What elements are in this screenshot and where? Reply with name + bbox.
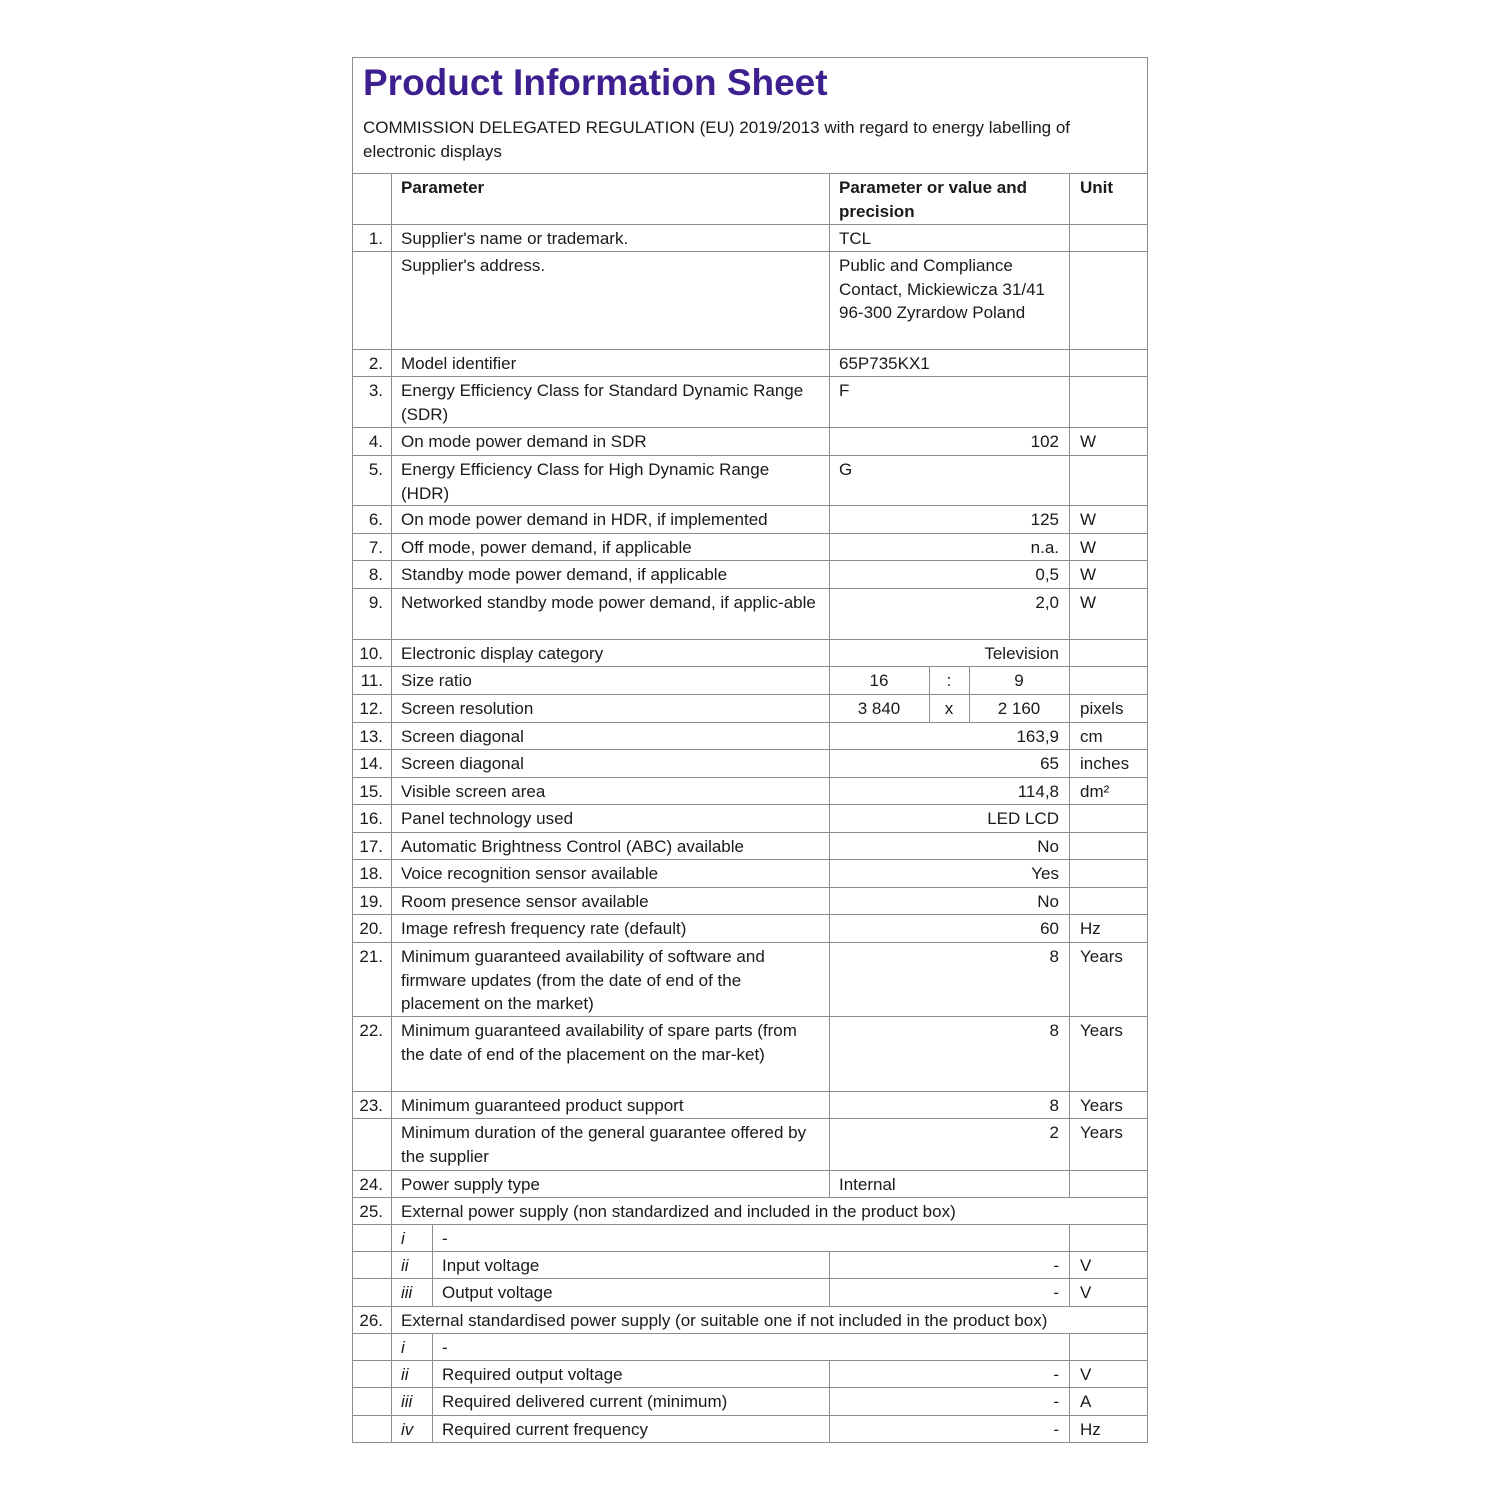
row-unit: W — [1080, 565, 1097, 584]
row-value-second: 9 — [1014, 671, 1024, 690]
row-value: Internal — [839, 1175, 896, 1194]
table-header-row — [352, 173, 1148, 224]
row-number: 3. — [368, 381, 383, 400]
column-divider — [391, 428, 392, 455]
column-divider — [391, 350, 392, 376]
row-value: 8 — [1049, 1096, 1059, 1115]
row-unit: W — [1080, 432, 1097, 451]
column-divider — [1069, 1092, 1070, 1118]
row-number: 14. — [359, 754, 383, 773]
column-divider — [1069, 1171, 1070, 1197]
column-divider — [1069, 943, 1070, 1016]
column-divider — [1069, 888, 1070, 914]
column-divider — [391, 174, 392, 224]
row-number: 13. — [359, 727, 383, 746]
table-row — [352, 427, 1148, 455]
item-label: Output voltage — [442, 1283, 553, 1302]
row-value: 65 — [1040, 754, 1059, 773]
header-value: Parameter or value and precision — [839, 178, 1028, 221]
column-divider — [391, 778, 392, 804]
column-divider — [829, 1017, 830, 1091]
column-divider — [829, 534, 830, 560]
sheet-title: Product Information Sheet — [363, 62, 828, 103]
item-index: ii — [401, 1256, 409, 1275]
column-divider — [391, 1307, 392, 1333]
item-index: i — [401, 1338, 405, 1357]
row-number — [352, 1119, 391, 1170]
row-value-first: 3 840 — [857, 699, 901, 718]
std_psu-item-row — [352, 1415, 1148, 1443]
column-divider — [391, 225, 392, 251]
column-divider — [929, 695, 930, 722]
column-divider — [829, 833, 830, 859]
column-divider — [391, 534, 392, 560]
column-divider — [391, 1225, 392, 1251]
column-divider — [1069, 833, 1070, 859]
item-label: Required current frequency — [442, 1420, 649, 1439]
row-number: 15. — [359, 782, 383, 801]
header-number-cell — [352, 174, 391, 224]
std_psu-item-row — [352, 1360, 1148, 1387]
item-label: Input voltage — [442, 1256, 540, 1275]
column-divider — [1069, 1225, 1070, 1251]
item-value: - — [1053, 1256, 1059, 1275]
column-divider — [391, 915, 392, 942]
column-divider — [829, 377, 830, 427]
row-value-second: 2 160 — [997, 699, 1041, 718]
row-value: 125 — [1030, 510, 1059, 529]
row-unit: pixels — [1080, 699, 1124, 718]
row-value: 102 — [1030, 432, 1059, 451]
table-row — [352, 376, 1148, 427]
item-value: - — [1053, 1283, 1059, 1302]
row-number: 16. — [359, 809, 383, 828]
column-divider — [1069, 778, 1070, 804]
table-row — [352, 749, 1148, 777]
column-divider — [829, 561, 830, 588]
row-value: Public and Compliance Contact, Mickiewicza 31/41 96-300 Zyrardow Poland — [839, 256, 1045, 322]
column-divider — [432, 1361, 433, 1387]
column-divider — [829, 589, 830, 639]
column-divider — [1069, 428, 1070, 455]
column-divider — [1069, 561, 1070, 588]
table-row — [352, 1118, 1148, 1170]
column-divider — [829, 1361, 830, 1387]
table-row — [352, 666, 1148, 694]
column-divider — [391, 750, 392, 777]
section-title: External standardised power supply (or suitable one if not included in the product box) — [401, 1311, 1048, 1330]
table-row — [352, 560, 1148, 588]
column-divider — [1069, 1119, 1070, 1170]
column-divider — [829, 252, 830, 349]
header-unit: Unit — [1080, 178, 1114, 197]
row-parameter: Screen diagonal — [401, 754, 524, 773]
item-index: i — [401, 1229, 405, 1248]
table-row — [352, 694, 1148, 722]
row-number: 24. — [359, 1175, 383, 1194]
column-divider — [1069, 723, 1070, 749]
table-bottom-border — [352, 1442, 1148, 1443]
row-value: n.a. — [1030, 538, 1059, 557]
column-divider — [829, 860, 830, 887]
item-unit: Hz — [1080, 1420, 1101, 1439]
column-divider — [1069, 456, 1070, 505]
column-divider — [1069, 350, 1070, 376]
row-value: 60 — [1040, 919, 1059, 938]
column-divider — [829, 750, 830, 777]
ext_psu-item-row — [352, 1224, 1148, 1251]
row-unit — [1070, 456, 1148, 505]
row-value-separator: : — [946, 671, 952, 690]
column-divider — [1069, 1388, 1070, 1415]
row-parameter: Room presence sensor available — [401, 892, 649, 911]
row-unit — [1070, 888, 1148, 914]
row-value: 0,5 — [1035, 565, 1059, 584]
row-value: 8 — [1049, 947, 1059, 966]
item-index: iii — [401, 1392, 413, 1411]
column-divider — [391, 252, 392, 349]
row-unit — [1070, 805, 1148, 832]
row-unit — [1070, 860, 1148, 887]
ext_psu-item-row — [352, 1278, 1148, 1306]
column-divider — [829, 1171, 830, 1197]
column-divider — [1069, 534, 1070, 560]
std_psu-item-row — [352, 1387, 1148, 1415]
row-value: 163,9 — [1016, 727, 1059, 746]
table-row — [352, 1170, 1148, 1197]
table-row — [352, 1091, 1148, 1118]
std_psu-item-row — [352, 1333, 1148, 1360]
item-label: - — [442, 1338, 448, 1357]
row-unit: Years — [1080, 1123, 1123, 1142]
column-divider — [432, 1334, 433, 1360]
item-label: Required output voltage — [442, 1365, 623, 1384]
row-value: Television — [984, 644, 1059, 663]
row-unit: Years — [1080, 1096, 1123, 1115]
row-value: 114,8 — [1017, 782, 1059, 801]
section-number: 25. — [359, 1202, 383, 1221]
column-divider — [1069, 1279, 1070, 1306]
row-number: 2. — [368, 354, 383, 373]
column-divider — [829, 695, 830, 722]
header-parameter: Parameter — [401, 178, 485, 197]
column-divider — [829, 1388, 830, 1415]
item-label: - — [442, 1229, 448, 1248]
table-row — [352, 505, 1148, 533]
row-parameter: Voice recognition sensor available — [401, 864, 659, 883]
row-unit: W — [1080, 593, 1097, 612]
column-divider — [1069, 750, 1070, 777]
column-divider — [829, 778, 830, 804]
row-parameter: Screen diagonal — [401, 727, 524, 746]
column-divider — [1069, 1017, 1070, 1091]
row-unit: dm² — [1080, 782, 1110, 801]
column-divider — [432, 1279, 433, 1306]
column-divider — [829, 888, 830, 914]
row-number: 1. — [368, 229, 383, 248]
row-parameter: Model identifier — [401, 354, 517, 373]
row-parameter: Networked standby mode power demand, if applic-able — [401, 593, 816, 612]
column-divider — [391, 1361, 392, 1387]
table-row — [352, 224, 1148, 251]
column-divider — [391, 860, 392, 887]
column-divider — [829, 915, 830, 942]
column-divider — [1069, 1252, 1070, 1278]
column-divider — [391, 723, 392, 749]
table-row — [352, 1016, 1148, 1091]
row-unit — [1070, 252, 1148, 349]
row-unit: W — [1080, 510, 1097, 529]
column-divider — [929, 667, 930, 694]
row-unit: W — [1080, 538, 1097, 557]
column-divider — [391, 1334, 392, 1360]
row-value-separator: x — [944, 699, 954, 718]
row-parameter: Minimum duration of the general guarantee offered by the supplier — [401, 1123, 807, 1166]
column-divider — [1069, 1416, 1070, 1443]
table-row — [352, 914, 1148, 942]
item-value: - — [1053, 1365, 1059, 1384]
column-divider — [1069, 640, 1070, 666]
row-number: 20. — [359, 919, 383, 938]
row-parameter: On mode power demand in SDR — [401, 432, 647, 451]
row-number: 6. — [368, 510, 383, 529]
column-divider — [829, 225, 830, 251]
table-row — [352, 533, 1148, 560]
column-divider — [391, 640, 392, 666]
row-number: 18. — [359, 864, 383, 883]
row-value: No — [1037, 892, 1059, 911]
row-parameter: Size ratio — [401, 671, 472, 690]
column-divider — [829, 174, 830, 224]
row-parameter: Visible screen area — [401, 782, 546, 801]
sheet-subtitle: COMMISSION DELEGATED REGULATION (EU) 2019/2013 with regard to energy labelling of electronic displays — [363, 118, 1071, 161]
column-divider — [391, 1119, 392, 1170]
table-row — [352, 859, 1148, 887]
row-number: 22. — [359, 1021, 383, 1040]
row-number: 21. — [359, 947, 383, 966]
item-unit: A — [1080, 1392, 1092, 1411]
column-divider — [1069, 506, 1070, 533]
column-divider — [391, 1252, 392, 1278]
column-divider — [829, 805, 830, 832]
row-number: 19. — [359, 892, 383, 911]
row-unit — [1070, 640, 1148, 666]
column-divider — [829, 1279, 830, 1306]
column-divider — [1069, 252, 1070, 349]
row-unit: Hz — [1080, 919, 1101, 938]
column-divider — [391, 888, 392, 914]
column-divider — [829, 723, 830, 749]
column-divider — [391, 1388, 392, 1415]
row-parameter: Minimum guaranteed availability of spare parts (from the date of end of the placement on the mar-ket) — [401, 1021, 797, 1064]
column-divider — [1069, 1361, 1070, 1387]
column-divider — [829, 456, 830, 505]
item-value: - — [1053, 1392, 1059, 1411]
row-number: 11. — [360, 671, 383, 690]
column-divider — [1069, 915, 1070, 942]
column-divider — [829, 1416, 830, 1443]
column-divider — [1069, 667, 1070, 694]
item-index: ii — [401, 1365, 409, 1384]
row-parameter: Screen resolution — [401, 699, 534, 718]
item-unit: V — [1080, 1283, 1092, 1302]
row-unit — [1070, 1171, 1148, 1197]
table-row — [352, 804, 1148, 832]
row-value: G — [839, 460, 853, 479]
row-parameter: Automatic Brightness Control (ABC) available — [401, 837, 744, 856]
column-divider — [829, 350, 830, 376]
row-value: Yes — [1031, 864, 1059, 883]
item-label: Required delivered current (minimum) — [442, 1392, 728, 1411]
row-parameter: Energy Efficiency Class for Standard Dynamic Range (SDR) — [401, 381, 804, 424]
column-divider — [391, 377, 392, 427]
row-number: 8. — [368, 565, 383, 584]
column-divider — [1069, 805, 1070, 832]
column-divider — [829, 1119, 830, 1170]
column-divider — [391, 506, 392, 533]
row-parameter: On mode power demand in HDR, if implemented — [401, 510, 768, 529]
row-number: 17. — [359, 837, 383, 856]
column-divider — [391, 833, 392, 859]
column-divider — [1069, 174, 1070, 224]
row-parameter: Minimum guaranteed product support — [401, 1096, 684, 1115]
table-row — [352, 887, 1148, 914]
column-divider — [391, 1198, 392, 1224]
row-number: 12. — [359, 699, 383, 718]
row-unit: inches — [1080, 754, 1130, 773]
column-divider — [432, 1225, 433, 1251]
column-divider — [391, 456, 392, 505]
column-divider — [391, 695, 392, 722]
row-number: 23. — [359, 1096, 383, 1115]
section-number: 26. — [359, 1311, 383, 1330]
column-divider — [391, 667, 392, 694]
table-row — [352, 349, 1148, 376]
column-divider — [969, 667, 970, 694]
item-value: - — [1053, 1420, 1059, 1439]
row-parameter: Image refresh frequency rate (default) — [401, 919, 687, 938]
table-row — [352, 251, 1148, 349]
column-divider — [829, 1252, 830, 1278]
row-value: No — [1037, 837, 1059, 856]
column-divider — [432, 1388, 433, 1415]
row-parameter: Off mode, power demand, if applicable — [401, 538, 692, 557]
column-divider — [432, 1416, 433, 1443]
row-parameter: Standby mode power demand, if applicable — [401, 565, 728, 584]
row-parameter: Minimum guaranteed availability of software and firmware updates (from the date of end of the placement on the market) — [401, 947, 765, 1013]
row-unit — [1070, 667, 1148, 694]
column-divider — [829, 1092, 830, 1118]
row-unit — [1070, 833, 1148, 859]
row-value: F — [839, 381, 850, 400]
row-parameter: Supplier's address. — [401, 256, 546, 275]
item-index: iii — [401, 1283, 413, 1302]
row-value: 65P735KX1 — [839, 354, 930, 373]
row-value: 8 — [1049, 1021, 1059, 1040]
item-unit: V — [1080, 1365, 1092, 1384]
table-row — [352, 777, 1148, 804]
column-divider — [1069, 695, 1070, 722]
row-parameter: Electronic display category — [401, 644, 604, 663]
column-divider — [391, 561, 392, 588]
column-divider — [829, 428, 830, 455]
row-unit: Years — [1080, 947, 1123, 966]
column-divider — [969, 695, 970, 722]
row-value: 2 — [1049, 1123, 1059, 1142]
column-divider — [829, 640, 830, 666]
column-divider — [829, 943, 830, 1016]
column-divider — [391, 589, 392, 639]
row-unit — [1070, 377, 1148, 427]
column-divider — [829, 506, 830, 533]
table-row — [352, 832, 1148, 859]
ext_psu-title-row — [352, 1197, 1148, 1224]
column-divider — [391, 1092, 392, 1118]
row-parameter: Supplier's name or trademark. — [401, 229, 629, 248]
table-row — [352, 942, 1148, 1016]
row-unit: Years — [1080, 1021, 1123, 1040]
row-value-first: 16 — [869, 671, 889, 690]
row-number: 5. — [368, 460, 383, 479]
row-number: 7. — [368, 538, 383, 557]
table-row — [352, 722, 1148, 749]
column-divider — [1069, 589, 1070, 639]
row-number: 10. — [359, 644, 383, 663]
column-divider — [391, 1017, 392, 1091]
ext_psu-item-row — [352, 1251, 1148, 1278]
row-value: TCL — [839, 229, 872, 248]
row-value: LED LCD — [987, 809, 1059, 828]
row-number — [352, 252, 391, 349]
table-row — [352, 455, 1148, 505]
row-parameter: Power supply type — [401, 1175, 540, 1194]
column-divider — [1069, 1334, 1070, 1360]
row-parameter: Energy Efficiency Class for High Dynamic Range (HDR) — [401, 460, 770, 503]
row-unit — [1070, 225, 1148, 251]
column-divider — [1069, 860, 1070, 887]
column-divider — [829, 667, 830, 694]
column-divider — [432, 1252, 433, 1278]
item-index: iv — [401, 1420, 414, 1439]
row-number: 4. — [368, 432, 383, 451]
column-divider — [1069, 377, 1070, 427]
table-row — [352, 588, 1148, 639]
row-unit — [1070, 350, 1148, 376]
section-title: External power supply (non standardized and included in the product box) — [401, 1202, 956, 1221]
row-parameter: Panel technology used — [401, 809, 574, 828]
table-row — [352, 639, 1148, 666]
row-number: 9. — [368, 593, 383, 612]
column-divider — [391, 943, 392, 1016]
row-value: 2,0 — [1035, 593, 1059, 612]
column-divider — [391, 1279, 392, 1306]
column-divider — [391, 1171, 392, 1197]
column-divider — [1069, 225, 1070, 251]
item-unit: V — [1080, 1256, 1092, 1275]
column-divider — [391, 1416, 392, 1443]
column-divider — [391, 805, 392, 832]
std_psu-title-row — [352, 1306, 1148, 1333]
row-unit: cm — [1080, 727, 1103, 746]
